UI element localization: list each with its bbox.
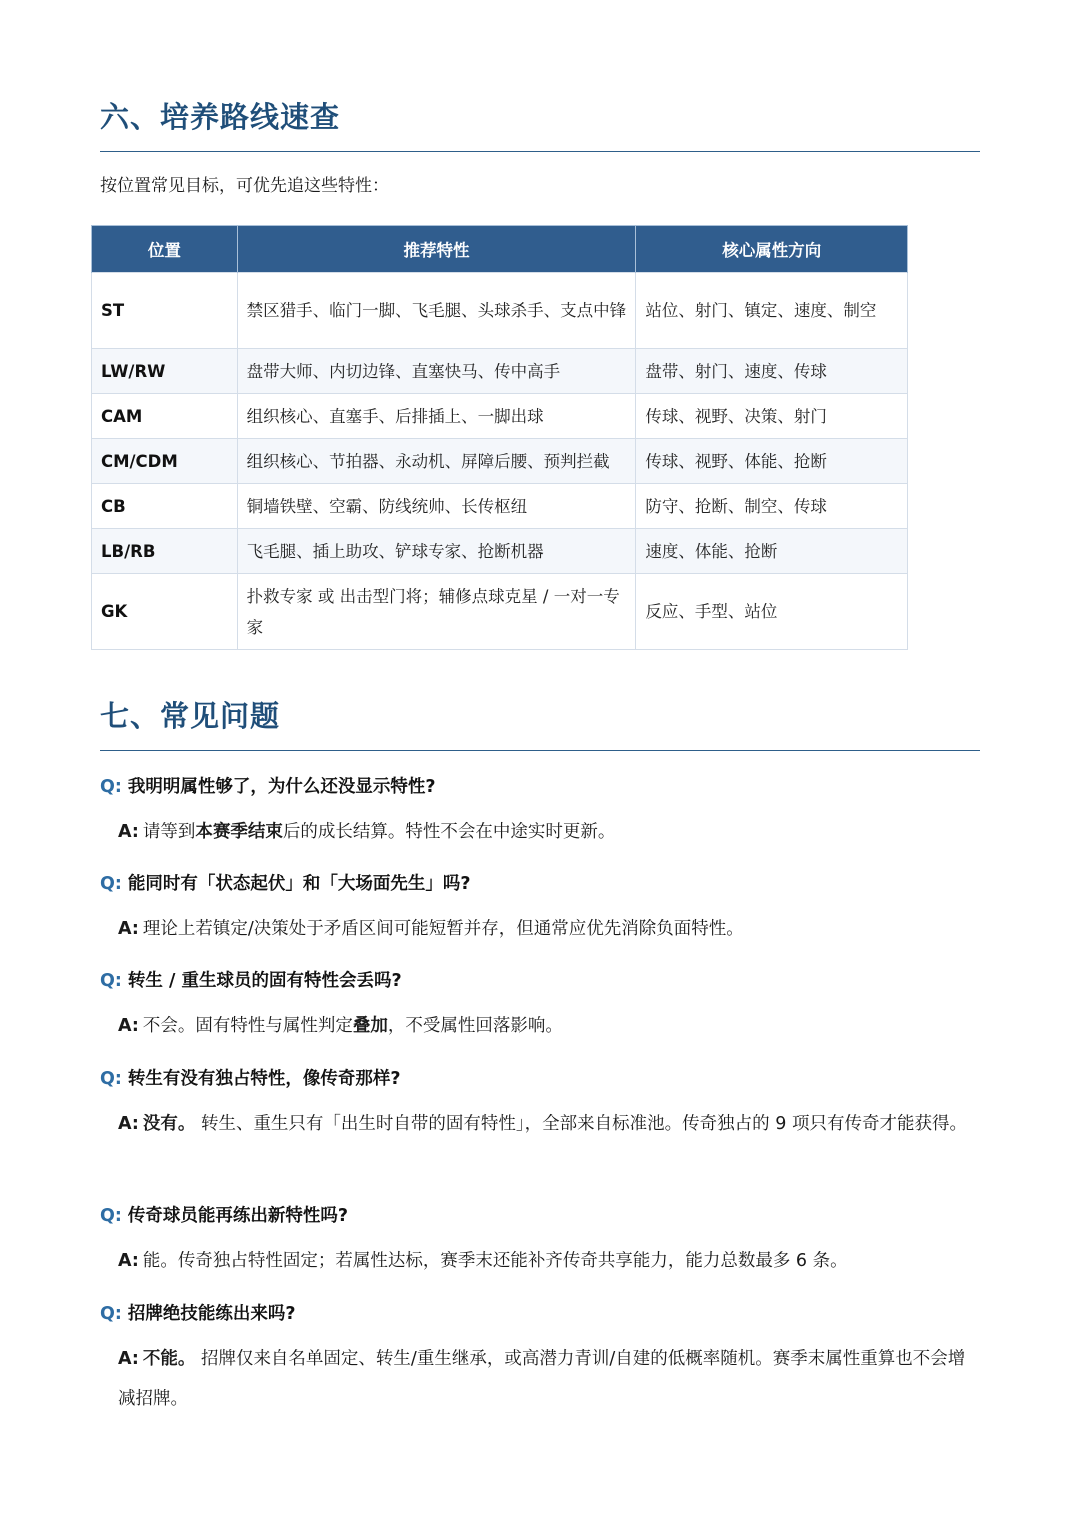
cell-traits: 组织核心、直塞手、后排插上、一脚出球 (237, 394, 636, 439)
cell-attributes: 传球、视野、决策、射门 (636, 394, 908, 439)
answer-text: 能。传奇独占特性固定；若属性达标，赛季末还能补齐传奇共享能力，能力总数最多 6 条。 (142, 1251, 848, 1271)
faq-answer (100, 1241, 980, 1281)
section-title-training-route: 六、培养路线速查 (100, 100, 341, 134)
faq-question (100, 1301, 980, 1327)
faq-answer (100, 1104, 980, 1144)
question-marker: Q: (100, 1069, 122, 1089)
faq-question (100, 1066, 980, 1092)
answer-marker: A: (118, 1349, 139, 1369)
faq-question (100, 1203, 980, 1229)
cell-attributes: 速度、体能、抢断 (636, 529, 908, 574)
faq-question (100, 774, 980, 800)
answer-emphasis: 没有。 (142, 1114, 196, 1134)
cell-traits: 组织核心、节拍器、永动机、屏障后腰、预判拦截 (237, 439, 636, 484)
question-text: 我明明属性够了，为什么还没显示特性? (127, 777, 436, 797)
table-row (92, 574, 908, 650)
cell-position: LB/RB (92, 529, 238, 574)
answer-emphasis: 本赛季结束 (195, 822, 283, 842)
answer-marker: A: (118, 1251, 139, 1271)
faq-item (100, 1066, 980, 1144)
section-divider (100, 750, 980, 751)
answer-marker: A: (118, 1016, 139, 1036)
faq-answer (100, 1339, 980, 1419)
faq-answer (100, 909, 980, 949)
question-marker: Q: (100, 777, 122, 797)
cell-attributes: 盘带、射门、速度、传球 (636, 349, 908, 394)
question-text: 招牌绝技能练出来吗? (127, 1304, 296, 1324)
question-marker: Q: (100, 874, 122, 894)
table-header-position: 位置 (92, 226, 238, 273)
faq-question (100, 968, 980, 994)
table-row (92, 529, 908, 574)
answer-text: 不会。固有特性与属性判定 (142, 1016, 353, 1036)
cell-position: CM/CDM (92, 439, 238, 484)
faq-item (100, 871, 980, 949)
cell-traits: 禁区猎手、临门一脚、飞毛腿、头球杀手、支点中锋 (237, 273, 636, 349)
cell-traits: 扑救专家 或 出击型门将；辅修点球克星 / 一对一专家 (237, 574, 636, 650)
faq-item (100, 774, 980, 852)
answer-marker: A: (118, 1114, 139, 1134)
training-route-table (91, 225, 908, 650)
table-row (92, 273, 908, 349)
cell-position: ST (92, 273, 238, 349)
faq-question (100, 871, 980, 897)
cell-attributes: 站位、射门、镇定、速度、制空 (636, 273, 908, 349)
answer-marker: A: (118, 822, 139, 842)
table-row (92, 349, 908, 394)
question-marker: Q: (100, 1206, 122, 1226)
answer-text-rest: 后的成长结算。特性不会在中途实时更新。 (282, 822, 616, 842)
faq-answer (100, 1006, 980, 1046)
cell-traits: 铜墙铁壁、空霸、防线统帅、长传枢纽 (237, 484, 636, 529)
cell-position: LW/RW (92, 349, 238, 394)
cell-position: GK (92, 574, 238, 650)
faq-answer (100, 812, 980, 852)
answer-emphasis: 不能。 (142, 1349, 196, 1369)
table-header-attributes: 核心属性方向 (636, 226, 908, 273)
cell-position: CB (92, 484, 238, 529)
faq-item (100, 968, 980, 1046)
table-header-row (92, 226, 908, 273)
faq-item (100, 1301, 980, 1419)
answer-text: 请等到 (142, 822, 196, 842)
table-header-traits: 推荐特性 (237, 226, 636, 273)
answer-marker: A: (118, 919, 139, 939)
question-text: 传奇球员能再练出新特性吗? (127, 1206, 349, 1226)
question-marker: Q: (100, 1304, 122, 1324)
answer-text-rest: ，不受属性回落影响。 (387, 1016, 563, 1036)
faq-item (100, 1203, 980, 1281)
question-text: 转生有没有独占特性，像传奇那样? (127, 1069, 401, 1089)
answer-text: 理论上若镇定/决策处于矛盾区间可能短暂并存，但通常应优先消除负面特性。 (142, 919, 744, 939)
section-divider (100, 151, 980, 152)
answer-text-rest: 转生、重生只有「出生时自带的固有特性」，全部来自标准池。传奇独占的 9 项只有传奇才能获得。 (195, 1114, 967, 1134)
section-intro-text: 按位置常见目标，可优先追这些特性： (100, 176, 389, 196)
cell-attributes: 传球、视野、体能、抢断 (636, 439, 908, 484)
question-text: 能同时有「状态起伏」和「大场面先生」吗? (127, 874, 471, 894)
answer-emphasis: 叠加 (352, 1016, 388, 1036)
table-row (92, 484, 908, 529)
cell-attributes: 反应、手型、站位 (636, 574, 908, 650)
question-marker: Q: (100, 971, 122, 991)
table-row (92, 394, 908, 439)
cell-traits: 飞毛腿、插上助攻、铲球专家、抢断机器 (237, 529, 636, 574)
answer-text-rest: 招牌仅来自名单固定、转生/重生继承，或高潜力青训/自建的低概率随机。赛季末属性重算也不会增减招牌。 (118, 1349, 966, 1409)
cell-attributes: 防守、抢断、制空、传球 (636, 484, 908, 529)
section-title-faq: 七、常见问题 (100, 699, 281, 733)
question-text: 转生 / 重生球员的固有特性会丢吗? (127, 971, 402, 991)
table-row (92, 439, 908, 484)
cell-position: CAM (92, 394, 238, 439)
cell-traits: 盘带大师、内切边锋、直塞快马、传中高手 (237, 349, 636, 394)
